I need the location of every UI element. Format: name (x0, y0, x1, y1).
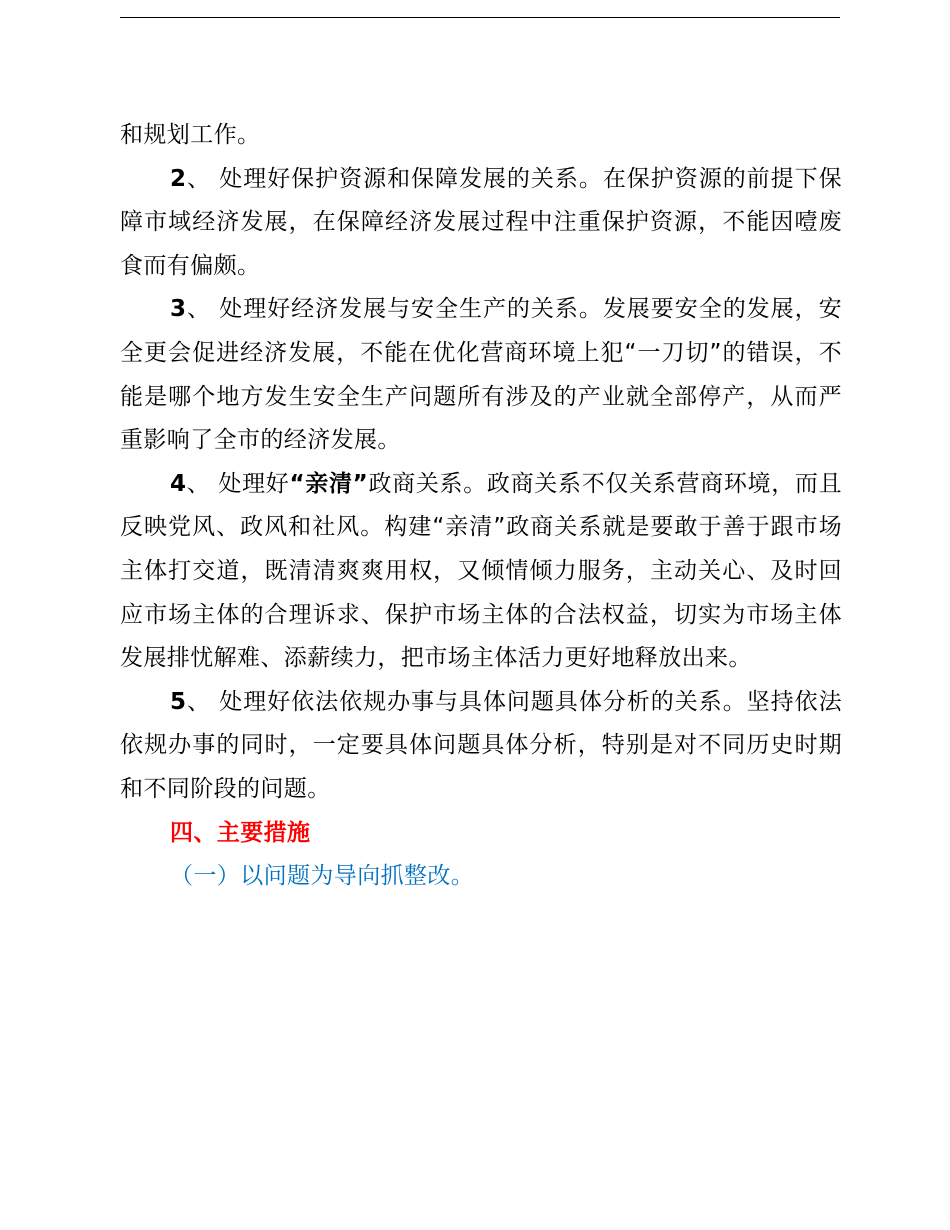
item-separator: 、 (186, 470, 211, 497)
continuation-paragraph: 和规划工作。 (120, 122, 261, 148)
item-number: 4 (170, 470, 187, 497)
paragraph-item-4 (120, 463, 842, 681)
item-text: 政商关系。政商关系不仅关系营商环境，而且反映党风、政风和社风。构建“亲清”政商关系就是要敢于善于跟市场主体打交道，既清清爽爽用权，又倾情倾力服务，主动关心、及时回应市场主体的合理诉求、保护市场主体的合法权益，切实为市场主体发展排忧解难、添薪续力，把市场主体活力更好地释放出来。 (120, 470, 842, 672)
paragraph-item-2 (120, 158, 842, 289)
paragraph-item-3 (120, 288, 842, 462)
document-body (120, 114, 842, 899)
header-rule (120, 17, 840, 18)
item-separator: 、 (186, 296, 211, 323)
item-number: 2 (170, 165, 187, 192)
item-text: 处理好 (210, 470, 290, 497)
paragraph-item-5 (120, 681, 842, 812)
sub-heading: （一）以问题为导向抓整改。 (170, 863, 475, 890)
section-heading: 四、主要措施 (170, 819, 311, 846)
item-text: 处理好依法依规办事与具体问题具体分析的关系。坚持依法依规办事的同时，一定要具体问题具体分析，特别是对不同历史时期和不同阶段的问题。 (120, 688, 842, 802)
item-number: 3 (170, 296, 187, 323)
item-separator: 、 (186, 688, 211, 715)
item-separator: 、 (186, 165, 211, 192)
item-quoted-term: “亲清” (289, 470, 369, 497)
item-number: 5 (170, 688, 187, 715)
item-text: 处理好保护资源和保障发展的关系。在保护资源的前提下保障市域经济发展，在保障经济发展过程中注重保护资源，不能因噎废食而有偏颇。 (120, 165, 842, 279)
item-text: 处理好经济发展与安全生产的关系。发展要安全的发展，安全更会促进经济发展，不能在优化营商环境上犯“一刀切”的错误，不能是哪个地方发生安全生产问题所有涉及的产业就全部停产，从而严重影响了全市的经济发展。 (120, 296, 842, 454)
